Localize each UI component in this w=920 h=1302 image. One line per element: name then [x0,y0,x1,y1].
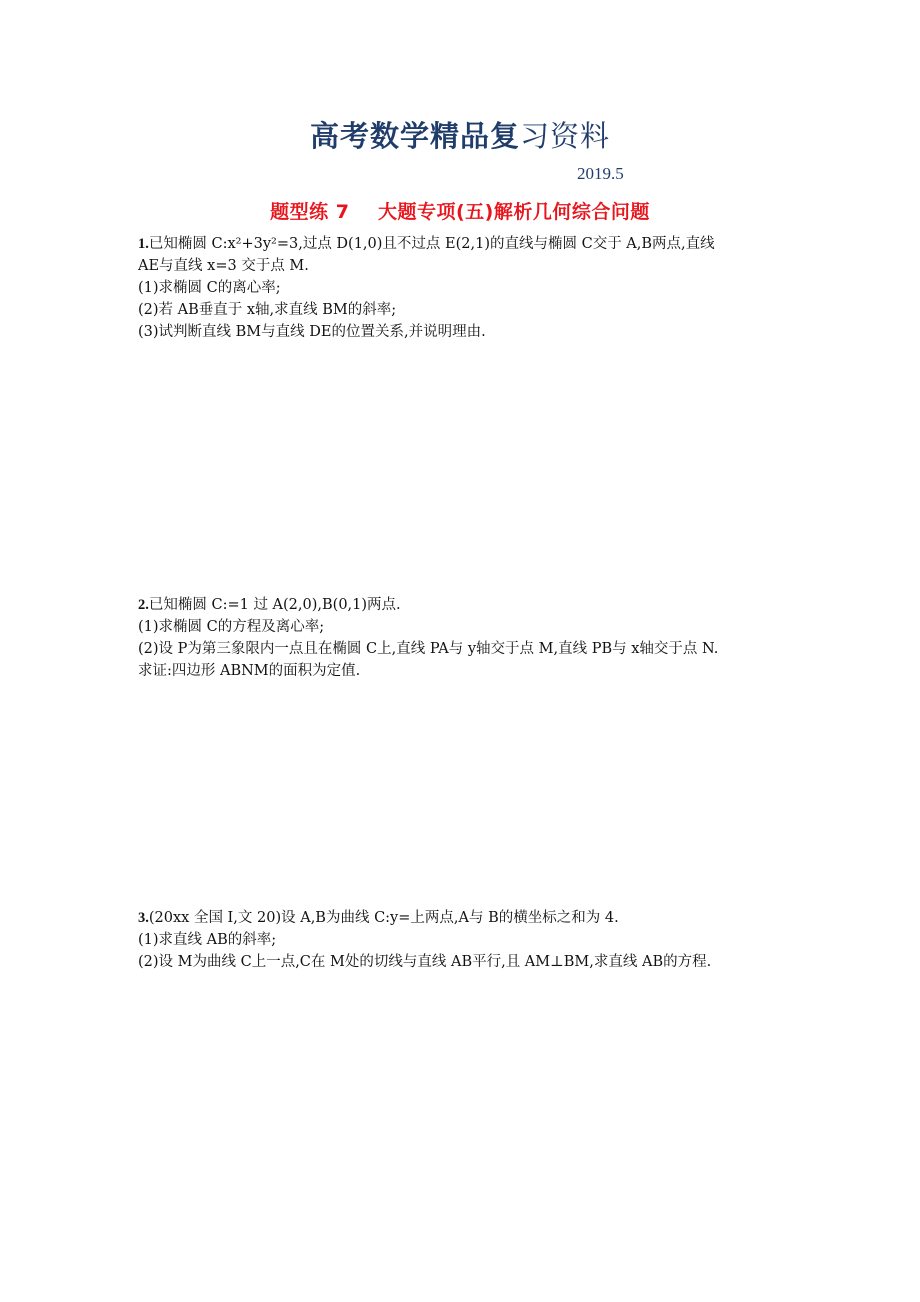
problem-1-part-1: (1)求椭圆 C的离心率; [138,280,281,296]
problem-2-line-1 [138,594,798,616]
problem-1 [138,233,798,343]
problem-number: 2. [138,597,149,613]
problem-3-part-1: (1)求直线 AB的斜率; [138,932,277,948]
problem-2-part-2-cont: 求证:四边形 ABNM的面积为定值. [138,663,361,679]
problem-1-line-1 [138,233,798,255]
problem-1-line-2: AE与直线 x=3 交于点 M. [138,258,309,274]
problem-3-line-1 [138,907,798,929]
problem-2 [138,594,798,682]
document-header-title [0,114,920,155]
problem-3-part-2: (2)设 M为曲线 C上一点,C在 M处的切线与直线 AB平行,且 AM⊥BM,求直线 AB的方程. [138,954,712,970]
problem-number: 1. [138,236,149,252]
problem-text: (20xx 全国 Ⅰ,文 20)设 A,B为曲线 C:y=上两点,A与 B的横坐标之和为 4. [148,910,619,926]
problem-1-part-2: (2)若 AB垂直于 x轴,求直线 BM的斜率; [138,302,397,318]
section-title: 题型练 7 大题专项(五)解析几何综合问题 [270,201,650,223]
header-title-bold: 高考数学精品复 [309,119,520,153]
header-title-light: 习资料 [520,119,611,153]
problem-3 [138,907,798,973]
problem-text: 已知椭圆 C:x²+3y²=3,过点 D(1,0)且不过点 E(2,1)的直线与椭圆 C交于 A,B两点,直线 [148,236,715,252]
problem-2-part-1: (1)求椭圆 C的方程及离心率; [138,619,325,635]
problem-text: 已知椭圆 C:=1 过 A(2,0),B(0,1)两点. [148,597,401,613]
problem-2-part-2: (2)设 P为第三象限内一点且在椭圆 C上,直线 PA与 y轴交于点 M,直线 PB与 x轴交于点 N. [138,641,719,657]
document-date: 2019.5 [577,164,624,183]
problem-1-part-3: (3)试判断直线 BM与直线 DE的位置关系,并说明理由. [138,324,486,340]
problem-number: 3. [138,910,149,926]
